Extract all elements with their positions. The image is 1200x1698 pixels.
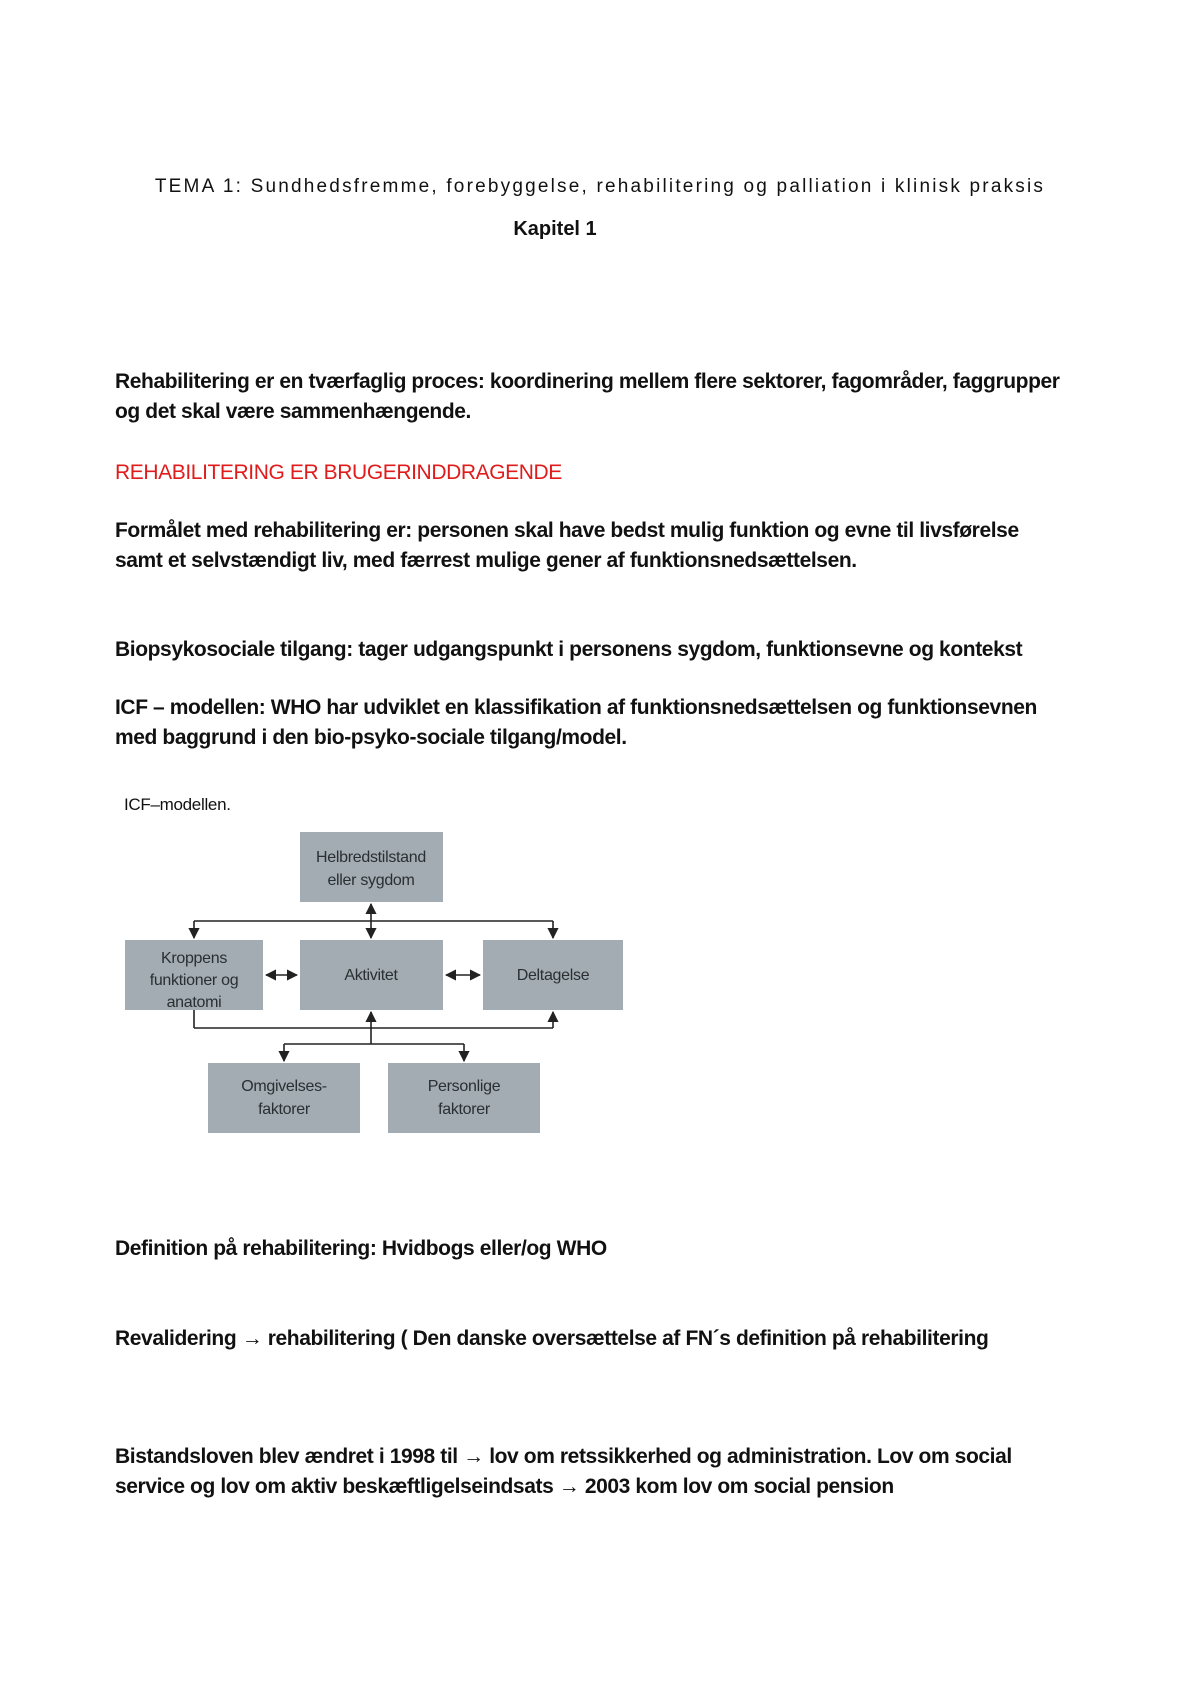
paragraph-line: Formålet med rehabilitering er: personen skal have bedst mulig funktion og evne til livsførelse: [115, 519, 1019, 542]
box-omgivelsesfaktorer: [208, 1063, 360, 1133]
paragraph-line: samt et selvstændigt liv, med færrest mulige gener af funktionsnedsættelsen.: [115, 549, 857, 572]
box-label: anatomi: [166, 994, 222, 1011]
box-label: Deltagelse: [516, 967, 590, 984]
document-theme-title: TEMA 1: Sundhedsfremme, forebyggelse, rehabilitering og palliation i klinisk praksis: [154, 176, 1046, 197]
paragraph-revalidering: [115, 1324, 1115, 1354]
box-label: Omgivelses-: [241, 1078, 327, 1095]
icf-model-diagram: [120, 820, 630, 1140]
paragraph-rehabilitering-proces: [115, 367, 1115, 427]
paragraph-biopsykosocial: Biopsykosociale tilgang: tager udgangspunkt i personens sygdom, funktionsevne og kontekst: [115, 638, 1023, 661]
chapter-heading: Kapitel 1: [513, 218, 597, 240]
box-label: faktorer: [258, 1101, 310, 1118]
paragraph-line: [115, 1472, 1115, 1502]
paragraph-line: [115, 1442, 1115, 1472]
box-label: Kroppens: [160, 950, 228, 967]
paragraph-icf: [115, 693, 1115, 753]
text-run: 2003 kom lov om social pension: [579, 1475, 894, 1498]
arrow-icon: →: [241, 1327, 263, 1350]
paragraph-formaal: [115, 516, 1115, 576]
paragraph-line: Rehabilitering er en tværfaglig proces: koordinering mellem flere sektorer, fagområder, faggrupper: [115, 370, 1060, 393]
box-label: eller sygdom: [327, 872, 415, 889]
text-run: Revalidering: [115, 1327, 242, 1350]
arrow-icon: →: [558, 1475, 580, 1498]
red-heading: REHABILITERING ER BRUGERINDDRAGENDE: [115, 461, 562, 484]
paragraph-line: med baggrund i den bio-psyko-sociale tilgang/model.: [115, 726, 627, 749]
arrow-icon: →: [463, 1445, 484, 1468]
box-personlige-faktorer: [388, 1063, 540, 1133]
box-label: Aktivitet: [344, 967, 398, 984]
box-label: Personlige: [427, 1078, 501, 1095]
box-label: faktorer: [438, 1101, 490, 1118]
paragraph-line: og det skal være sammenhængende.: [115, 400, 471, 423]
box-label: funktioner og: [149, 972, 239, 989]
box-helbredstilstand: [300, 832, 443, 902]
text-run: lov om retssikkerhed og administration. Lov om social: [483, 1445, 1012, 1468]
text-run: service og lov om aktiv beskæftligelseindsats: [115, 1475, 559, 1498]
paragraph-bistandsloven: [115, 1442, 1115, 1502]
paragraph-line: ICF – modellen: WHO har udviklet en klassifikation af funktionsnedsættelsen og funktionsevnen: [115, 696, 1037, 719]
text-run: rehabilitering ( Den danske oversættelse af FN´s definition på rehabilitering: [262, 1327, 989, 1350]
paragraph-definition: Definition på rehabilitering: Hvidbogs eller/og WHO: [115, 1237, 607, 1260]
box-label: Helbredstilstand: [316, 849, 426, 866]
text-run: Bistandsloven blev ændret i 1998 til: [115, 1445, 464, 1468]
figure-caption: ICF–modellen.: [124, 795, 231, 814]
